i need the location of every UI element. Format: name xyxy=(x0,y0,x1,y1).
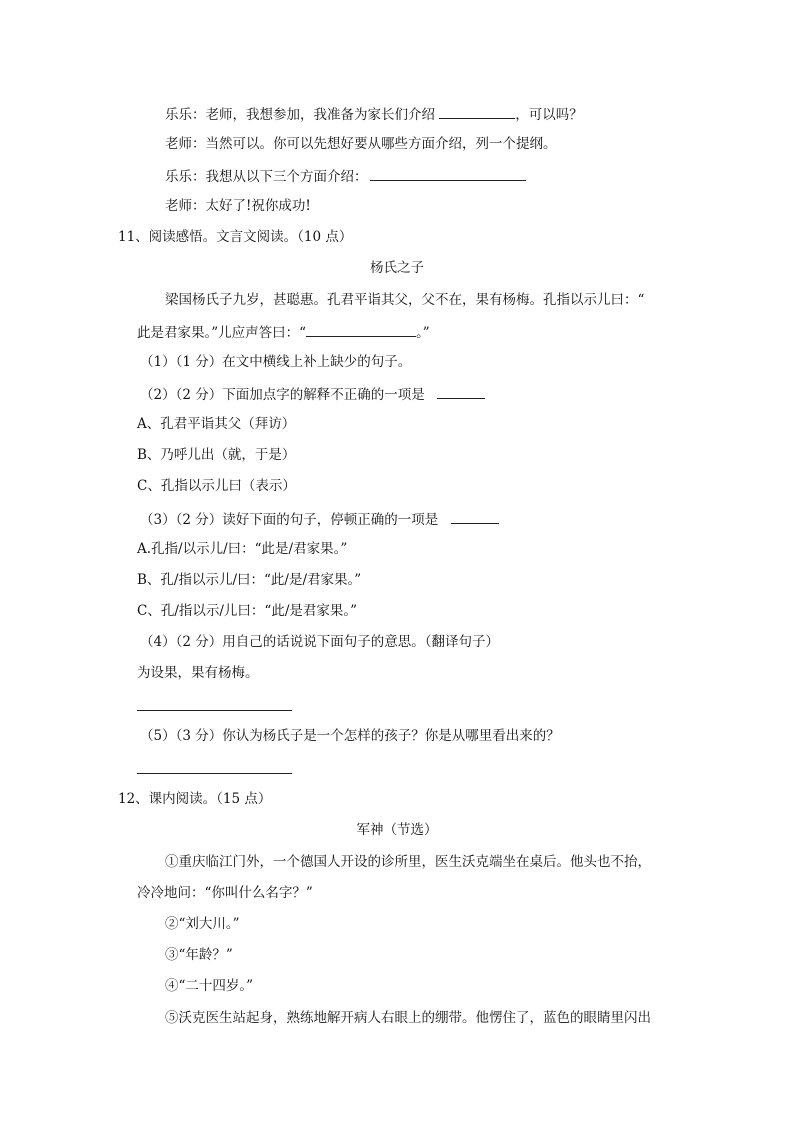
q12-paragraph-1-line-2: 冷冷地问：“你叫什么名字？” xyxy=(137,885,313,901)
q11-sub2-option-a: A、孔君平诣其父（拜访） xyxy=(137,416,296,432)
q12-paragraph-2: ②“刘大川。” xyxy=(165,916,240,932)
passage-answer-blank[interactable] xyxy=(306,322,416,337)
q11-sub3-text: （3）（2 分）读好下面的句子，停顿正确的一项是 xyxy=(140,512,439,528)
q12-heading: 12、课内阅读。（15 点） xyxy=(118,791,272,807)
q11-sub5: （5）（3 分）你认为杨氏子是一个怎样的孩子？你是从哪里看出来的？ xyxy=(140,728,560,744)
dialogue-line-4 xyxy=(165,197,311,215)
q11-passage-line-2 xyxy=(137,322,430,342)
dialogue-after: ，可以吗？ xyxy=(515,107,583,123)
q12-title: 军神（节选） xyxy=(356,822,438,838)
answer-blank[interactable] xyxy=(451,509,499,524)
q11-sub3-option-b: B、孔/指以示儿/曰：“此/是/君家果。” xyxy=(137,572,362,588)
q12-paragraph-3: ③“年龄？” xyxy=(165,947,233,963)
q11-passage-line-1: 梁国杨氏子九岁，甚聪惠。孔君平诣其父，父不在，果有杨梅。孔指以示儿曰：“ xyxy=(165,292,645,308)
q11-title: 杨氏之子 xyxy=(370,260,424,276)
q12-paragraph-1-line-1: ①重庆临江门外，一个德国人开设的诊所里，医生沃克端坐在桌后。他头也不抬， xyxy=(165,854,651,870)
dialogue-line-1 xyxy=(165,104,583,124)
dialogue-text: 老师，我想参加，我准备为家长们介绍 xyxy=(205,107,435,123)
speaker-teacher: 老师： xyxy=(165,136,206,152)
q11-sub2-option-c: C、孔指以示儿曰（表示） xyxy=(137,478,296,494)
q12-paragraph-5: ⑤沃克医生站起身，熟练地解开病人右眼上的绷带。他愣住了，蓝色的眼睛里闪出 xyxy=(165,1010,651,1026)
speaker-teacher: 老师： xyxy=(165,198,206,214)
dialogue-line-2 xyxy=(165,135,557,153)
passage-text-end: 。” xyxy=(416,325,430,341)
q11-sub3-option-c: C、孔/指以示/儿曰：“此/是君家果。” xyxy=(137,603,358,619)
q11-sub5-answer-line[interactable] xyxy=(137,773,292,774)
q11-sub1: （1）（1 分）在文中横线上补上缺少的句子。 xyxy=(140,354,412,370)
q11-sub4: （4）（2 分）用自己的话说说下面句子的意思。（翻译句子） xyxy=(140,634,499,650)
speaker-lele: 乐乐： xyxy=(165,169,206,185)
q11-sub2-text: （2）（2 分）下面加点字的解释不正确的一项是 xyxy=(140,387,425,403)
dialogue-text: 当然可以。你可以先想好要从哪些方面介绍，列一个提纲。 xyxy=(205,136,557,152)
speaker-lele: 乐乐： xyxy=(165,107,206,123)
answer-blank[interactable] xyxy=(437,384,485,399)
answer-blank[interactable] xyxy=(370,166,526,181)
q11-sub2-option-b: B、乃呼儿出（就，于是） xyxy=(137,447,296,463)
dialogue-text: 我想从以下三个方面介绍： xyxy=(205,169,368,185)
q11-sub4-answer-line[interactable] xyxy=(137,710,292,711)
q11-sub2 xyxy=(140,384,485,404)
q12-paragraph-4: ④“二十四岁。” xyxy=(165,978,254,994)
dialogue-line-3 xyxy=(165,166,526,186)
q11-heading: 11、阅读感悟。文言文阅读。（10 点） xyxy=(118,229,353,245)
answer-blank[interactable] xyxy=(439,104,515,119)
q11-sub3 xyxy=(140,509,499,529)
dialogue-text: 太好了!祝你成功! xyxy=(205,198,311,214)
q11-sub3-option-a: A.孔指/以示儿/曰：“此是/君家果。” xyxy=(137,541,348,557)
q11-sub4-sentence: 为设果，果有杨梅。 xyxy=(137,665,259,681)
passage-text: 此是君家果。”儿应声答曰：“ xyxy=(137,325,307,341)
